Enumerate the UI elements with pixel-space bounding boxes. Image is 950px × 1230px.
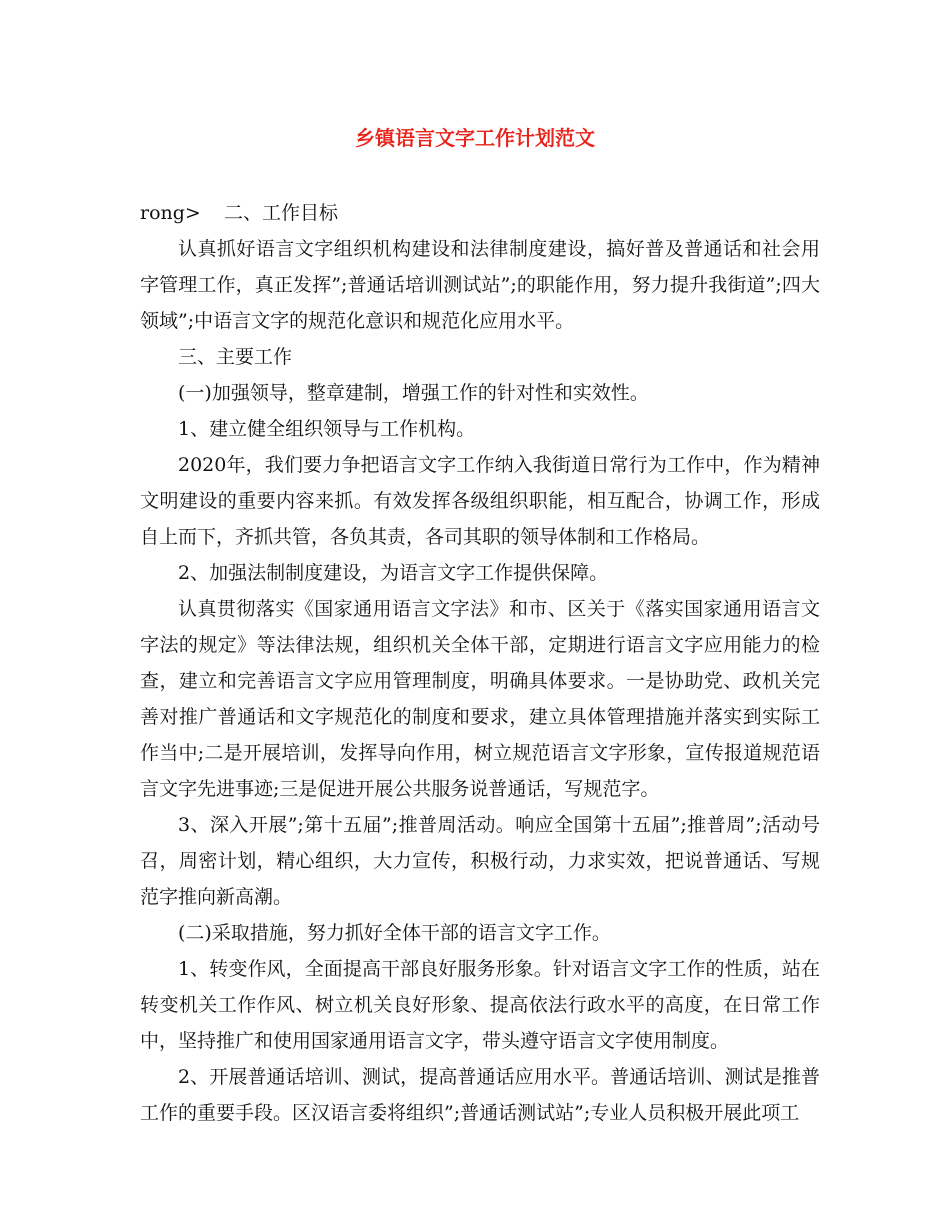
paragraph-promotion-week: 3、深入开展”;第十五届”;推普周活动。响应全国第十五届”;推普周”;活动号召，周密计划，精心组织，大力宣传，积极行动，力求实效，把说普通话、写规范字推向新高潮。 [140, 814, 820, 908]
paragraph-training: 2、开展普通话培训、测试，提高普通话应用水平。普通话培训、测试是推普工作的重要手段。区汉语言委将组织”;普通话测试站”;专业人员积极开展此项工 [140, 1066, 820, 1124]
subsection-heading-leadership: (一)加强领导，整章建制，增强工作的针对性和实效性。 [178, 382, 649, 404]
paragraph-2020-plan: 2020年，我们要力争把语言文字工作纳入我街道日常行为工作中，作为精神文明建设的重要内容来抓。有效发挥各级组织职能，相互配合，协调工作，形成自上而下，齐抓共管，各负其责，各司其职的领导体制和工作格局。 [140, 454, 820, 548]
paragraph-work-style: 1、转变作风，全面提高干部良好服务形象。针对语言文字工作的性质，站在转变机关工作作风、树立机关良好形象、提高依法行政水平的高度，在日常工作中，坚持推广和使用国家通用语言文字，带头遵守语言文字使用制度。 [140, 958, 820, 1052]
section-heading-goals-text: 二、工作目标 [224, 202, 339, 224]
section-heading-goals [140, 195, 820, 231]
item-heading-organization: 1、建立健全组织领导与工作机构。 [178, 418, 476, 440]
paragraph-legal-system: 认真贯彻落实《国家通用语言文字法》和市、区关于《落实国家通用语言文字法的规定》等法律法规，组织机关全体干部，定期进行语言文字应用能力的检查，建立和完善语言文字应用管理制度，明确具体要求。一是协助党、政机关完善对推广普通话和文字规范化的制度和要求，建立具体管理措施并落实到实际工作当中;二是开展培训，发挥导向作用，树立规范语言文字形象，宣传报道规范语言文字先进事迹;三是促进开展公共服务说普通话，写规范字。 [140, 598, 820, 800]
lead-fragment: rong> [140, 202, 201, 224]
document-body [140, 195, 820, 1131]
subsection-heading-measures: (二)采取措施，努力抓好全体干部的语言文字工作。 [178, 922, 611, 944]
document-title: 乡镇语言文字工作计划范文 [355, 126, 595, 150]
item-heading-legal-system: 2、加强法制制度建设，为语言文字工作提供保障。 [178, 562, 609, 584]
section-heading-main-work: 三、主要工作 [178, 346, 293, 368]
paragraph-goals: 认真抓好语言文字组织机构建设和法律制度建设，搞好普及普通话和社会用字管理工作，真正发挥”;普通话培训测试站”;的职能作用，努力提升我街道”;四大领域”;中语言文字的规范化意识和规范化应用水平。 [140, 238, 820, 332]
